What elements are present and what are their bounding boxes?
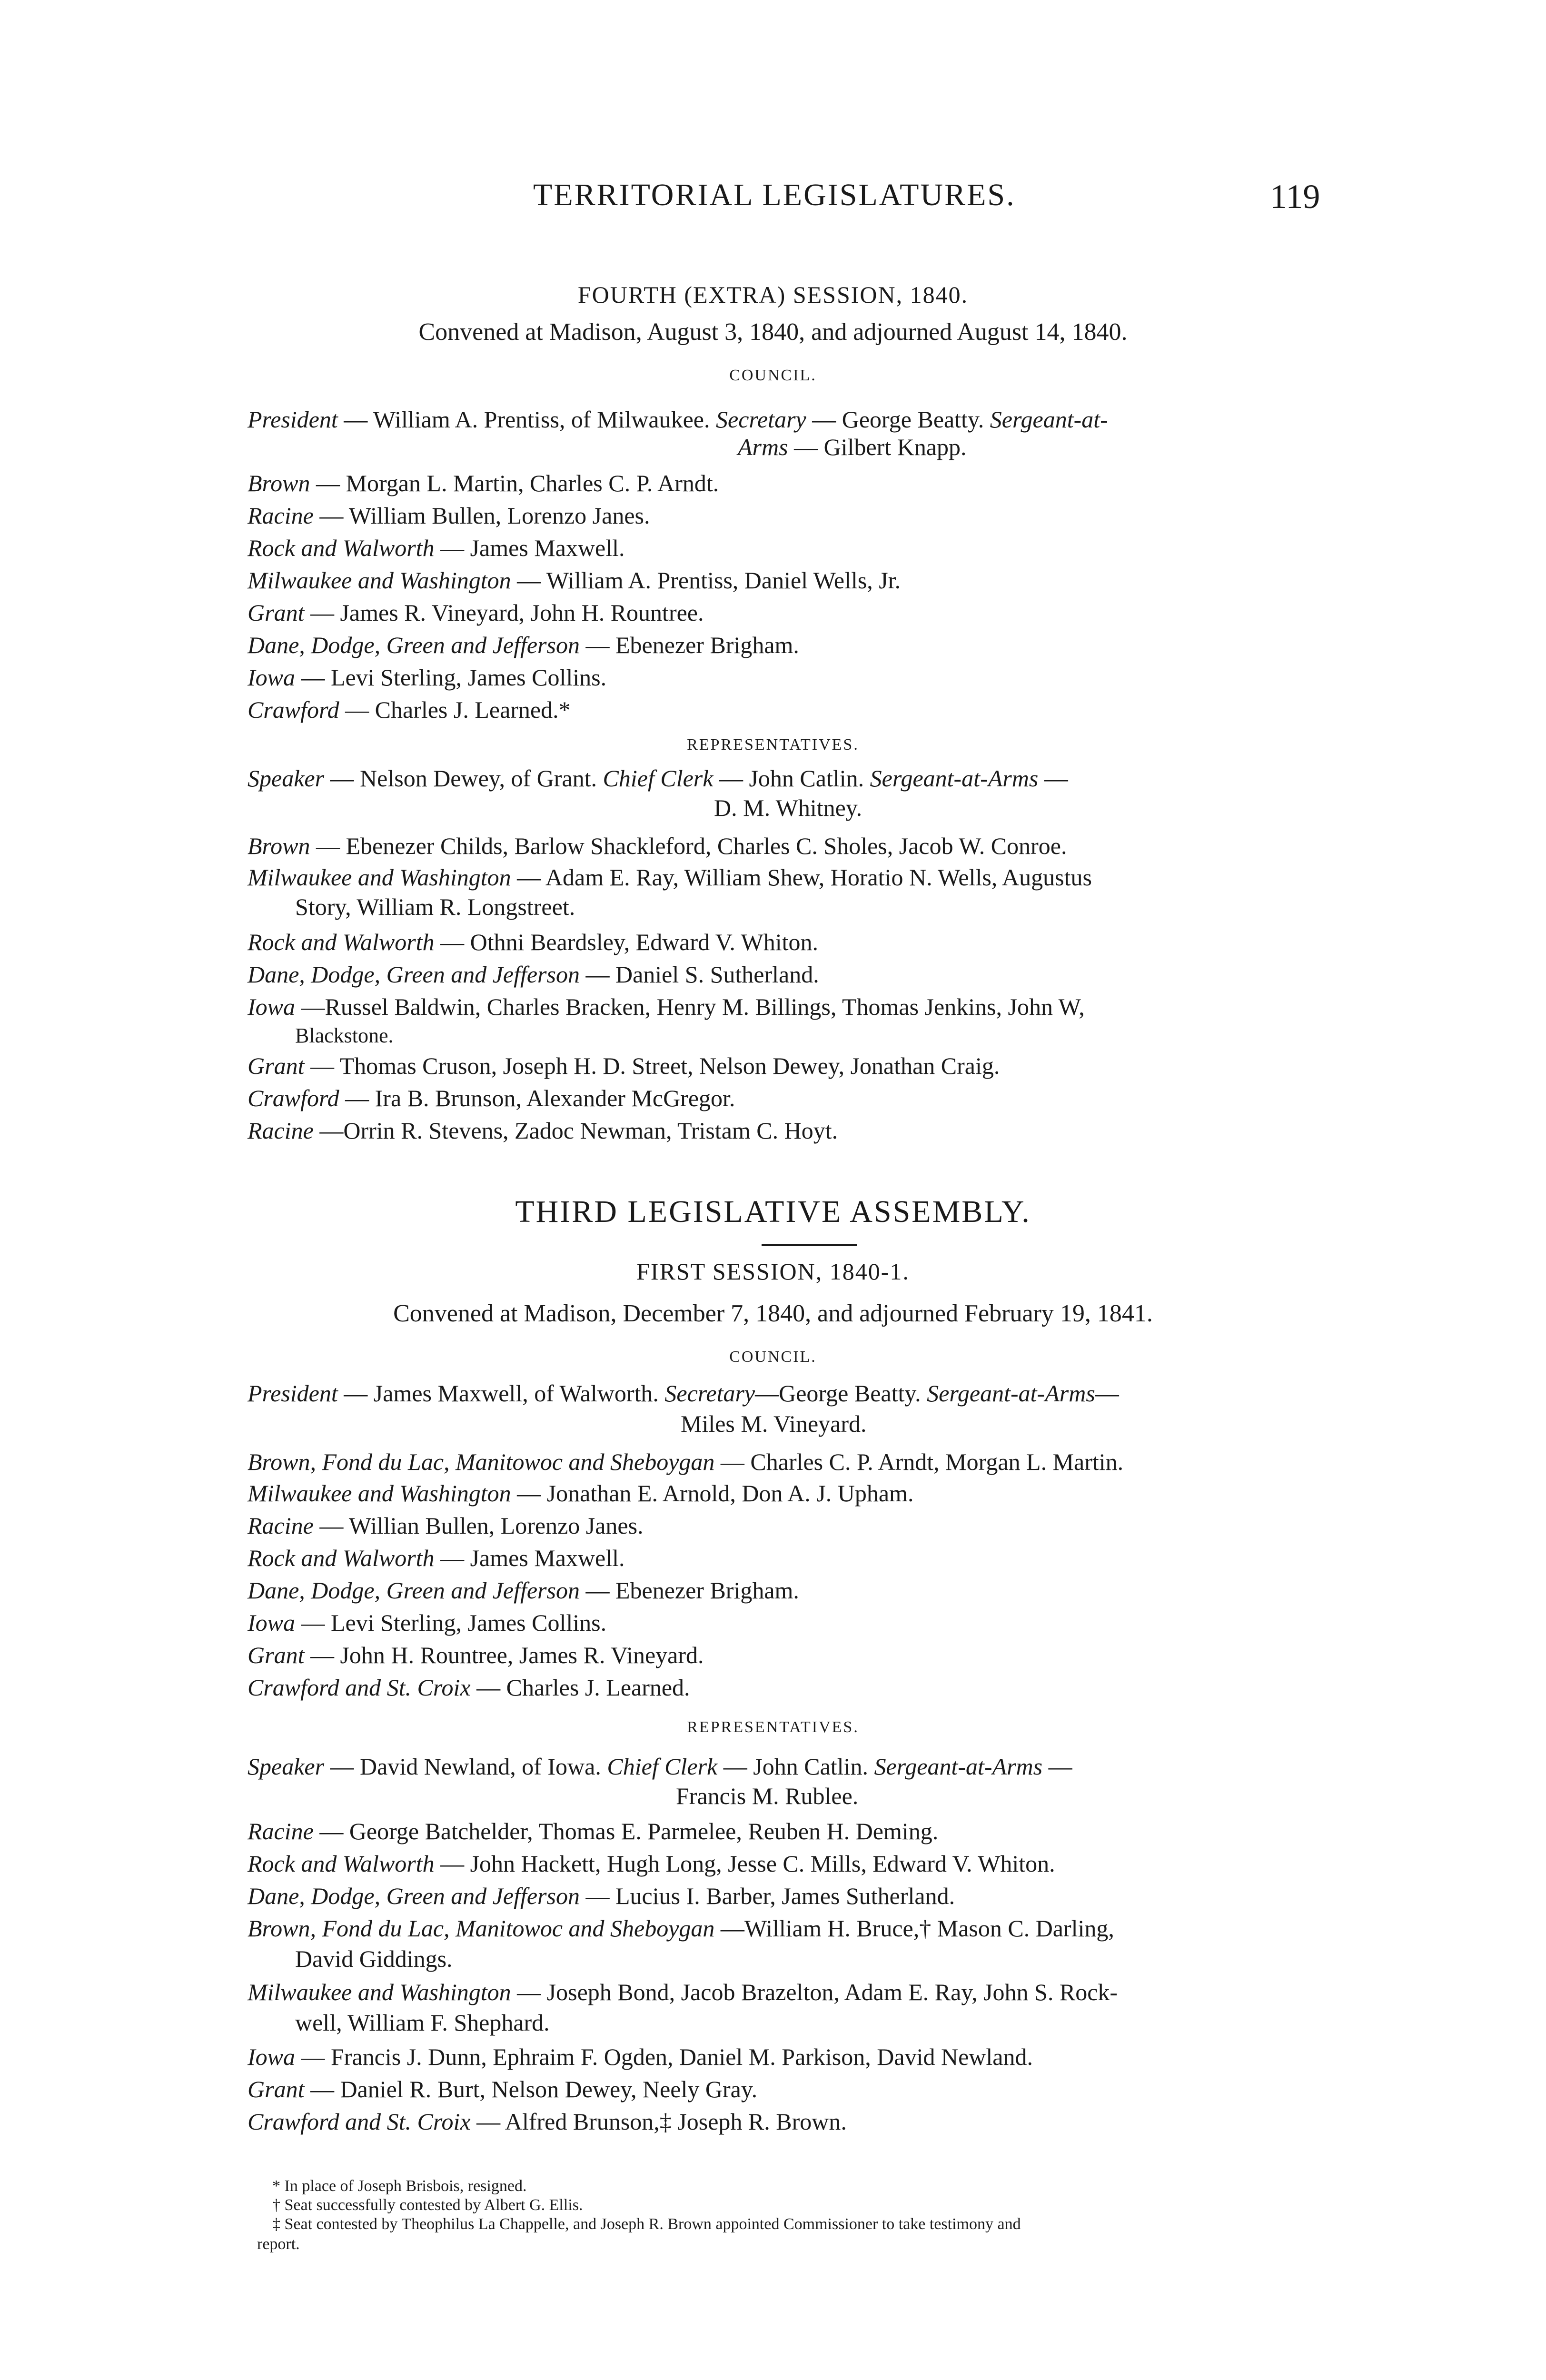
entry-label: Dane, Dodge, Green and Jefferson	[248, 632, 580, 658]
entry-text: — Morgan L. Martin, Charles C. P. Arndt.	[310, 470, 719, 496]
entry-text: — Daniel R. Burt, Nelson Dewey, Neely Gray.	[304, 2076, 758, 2102]
entry-text: — Gilbert Knapp.	[788, 434, 967, 460]
entry-label: Rock and Walworth	[248, 1850, 435, 1877]
entry-text: — Willian Bullen, Lorenzo Janes.	[313, 1512, 644, 1539]
entry-text: — John Catlin.	[717, 1753, 874, 1780]
entry-text: — Nelson Dewey, of Grant.	[324, 765, 603, 792]
entry-label: Rock and Walworth	[248, 535, 435, 561]
council-member-entry	[248, 1638, 704, 1672]
representative-entry	[248, 1049, 1000, 1082]
entry-text: — Ebenezer Brigham.	[579, 1577, 799, 1604]
entry-label: Sergeant-at-Arms	[874, 1753, 1043, 1780]
entry-text: — Alfred Brunson,‡ Joseph R. Brown.	[470, 2108, 847, 2135]
entry-label: Iowa	[248, 2043, 295, 2070]
entry-text: — James R. Vineyard, John H. Rountree.	[304, 599, 704, 626]
entry-label: Milwaukee and Washington	[248, 864, 511, 891]
council-officers-continued: Miles M. Vineyard.	[681, 1410, 867, 1437]
footnote-continued: report.	[257, 2235, 300, 2253]
entry-text: — David Newland, of Iowa.	[324, 1753, 607, 1780]
entry-text: —Orrin R. Stevens, Zadoc Newman, Tristam C. Hoyt.	[313, 1117, 838, 1144]
entry-label: Iowa	[248, 1609, 295, 1636]
council-member-entry	[248, 596, 704, 629]
entry-text: —	[1042, 1753, 1072, 1780]
representative-entry-continued: well, William F. Shephard.	[295, 2009, 550, 2036]
entry-label: Secretary	[664, 1380, 755, 1407]
representatives-heading: REPRESENTATIVES.	[687, 1718, 859, 1736]
assembly-heading: THIRD LEGISLATIVE ASSEMBLY.	[515, 1194, 1031, 1229]
representative-entry	[248, 2105, 847, 2138]
representative-entry	[248, 990, 1085, 1023]
entry-label: Racine	[248, 1512, 314, 1539]
entry-text: — Joseph Bond, Jacob Brazelton, Adam E. Ray, John S. Rock-	[511, 1979, 1118, 2005]
entry-text: — William Bullen, Lorenzo Janes.	[313, 502, 650, 529]
representative-entry	[248, 958, 819, 991]
council-member-entry	[248, 1477, 913, 1510]
entry-text: — John Catlin.	[713, 765, 870, 792]
council-member-entry	[248, 1509, 644, 1542]
entry-label: Dane, Dodge, Green and Jefferson	[248, 1577, 580, 1604]
representative-entry	[248, 861, 1092, 894]
entry-label: President	[248, 406, 338, 433]
representative-entry-continued: Blackstone.	[295, 1024, 394, 1047]
entry-text: —Russel Baldwin, Charles Bracken, Henry M. Billings, Thomas Jenkins, John W,	[295, 993, 1085, 1020]
council-member-entry	[248, 628, 799, 662]
representative-entry	[248, 1847, 1055, 1880]
representative-entry	[248, 1081, 735, 1115]
entry-label: Grant	[248, 2076, 305, 2102]
representative-entry	[248, 2040, 1033, 2073]
entry-text: — James Maxwell, of Walworth.	[337, 1380, 665, 1407]
council-officers	[248, 1377, 1119, 1410]
entry-text: — Charles J. Learned.	[470, 1674, 690, 1701]
representative-entry	[248, 925, 818, 959]
entry-text: — Adam E. Ray, William Shew, Horatio N. Wells, Augustus	[511, 864, 1092, 891]
entry-text: — Levi Sterling, James Collins.	[295, 664, 607, 691]
representatives-heading: REPRESENTATIVES.	[687, 736, 859, 754]
entry-label: Crawford and St. Croix	[248, 2108, 471, 2135]
council-officers	[248, 403, 1108, 436]
heading-rule	[762, 1244, 857, 1246]
entry-text: — Thomas Cruson, Joseph H. D. Street, Nelson Dewey, Jonathan Craig.	[304, 1052, 1000, 1079]
representatives-officers	[248, 1750, 1072, 1783]
footnote: † Seat successfully contested by Albert G. Ellis.	[272, 2196, 583, 2214]
council-officers-continued	[738, 433, 967, 461]
entry-label: Grant	[248, 1642, 305, 1668]
entry-text: — James Maxwell.	[434, 1545, 625, 1571]
representative-entry	[248, 1815, 938, 1848]
entry-text: — Othni Beardsley, Edward V. Whiton.	[434, 929, 818, 955]
council-member-entry	[248, 1606, 606, 1639]
entry-text: — Lucius I. Barber, James Sutherland.	[579, 1883, 955, 1909]
representative-entry-continued: David Giddings.	[295, 1945, 453, 1972]
entry-label: Rock and Walworth	[248, 929, 435, 955]
representative-entry	[248, 1912, 1114, 1945]
entry-text: — Francis J. Dunn, Ephraim F. Ogden, Daniel M. Parkison, David Newland.	[295, 2043, 1033, 2070]
convened-line: Convened at Madison, August 3, 1840, and adjourned August 14, 1840.	[418, 318, 1128, 346]
entry-label: Crawford	[248, 1085, 339, 1111]
council-member-entry	[248, 661, 606, 694]
entry-label: Milwaukee and Washington	[248, 1979, 511, 2005]
convened-line: Convened at Madison, December 7, 1840, and adjourned February 19, 1841.	[393, 1300, 1153, 1327]
entry-text: — George Batchelder, Thomas E. Parmelee, Reuben H. Deming.	[313, 1818, 939, 1844]
council-member-entry	[248, 499, 650, 532]
council-member-entry	[248, 1445, 1123, 1478]
entry-text: —George Beatty.	[755, 1380, 927, 1407]
entry-text: — Jonathan E. Arnold, Don A. J. Upham.	[511, 1480, 914, 1507]
representative-entry	[248, 1114, 838, 1147]
representatives-officers-continued: D. M. Whitney.	[714, 794, 862, 821]
council-member-entry	[248, 1574, 799, 1607]
entry-text: — George Beatty.	[806, 406, 990, 433]
footnote: ‡ Seat contested by Theophilus La Chappelle, and Joseph R. Brown appointed Commissioner to take testimony and	[272, 2215, 1021, 2233]
council-member-entry	[248, 693, 571, 726]
representative-entry	[248, 2073, 757, 2106]
representative-entry	[248, 1879, 955, 1913]
entry-label: Crawford and St. Croix	[248, 1674, 471, 1701]
entry-label: Milwaukee and Washington	[248, 567, 511, 594]
entry-text: — Ira B. Brunson, Alexander McGregor.	[339, 1085, 735, 1111]
entry-label: Speaker	[248, 765, 325, 792]
entry-text: — Ebenezer Childs, Barlow Shackleford, Charles C. Sholes, Jacob W. Conroe.	[310, 833, 1067, 859]
entry-text: — Daniel S. Sutherland.	[579, 961, 819, 988]
entry-label: Brown	[248, 470, 310, 496]
entry-label: Chief Clerk	[607, 1753, 718, 1780]
entry-label: Dane, Dodge, Green and Jefferson	[248, 961, 580, 988]
entry-label: Speaker	[248, 1753, 325, 1780]
entry-label: Rock and Walworth	[248, 1545, 435, 1571]
entry-label: Grant	[248, 1052, 305, 1079]
entry-text: — John Hackett, Hugh Long, Jesse C. Mills, Edward V. Whiton.	[434, 1850, 1055, 1877]
council-member-entry	[248, 531, 625, 565]
entry-label: Racine	[248, 1818, 314, 1844]
session-title: FOURTH (EXTRA) SESSION, 1840.	[577, 281, 969, 308]
entry-label: Chief Clerk	[603, 765, 714, 792]
entry-text: — Charles C. P. Arndt, Morgan L. Martin.	[714, 1448, 1124, 1475]
representatives-officers	[248, 762, 1068, 795]
entry-text: — James Maxwell.	[434, 535, 625, 561]
entry-text: —	[1038, 765, 1068, 792]
representative-entry	[248, 1975, 1118, 2009]
entry-label: Brown, Fond du Lac, Manitowoc and Sheboygan	[248, 1915, 715, 1942]
entry-text: — William A. Prentiss, Daniel Wells, Jr.	[511, 567, 901, 594]
entry-label: Crawford	[248, 696, 339, 723]
entry-label: Secretary	[716, 406, 806, 433]
entry-label: Iowa	[248, 993, 295, 1020]
entry-label: Racine	[248, 502, 314, 529]
entry-label: Iowa	[248, 664, 295, 691]
entry-label: Brown	[248, 833, 310, 859]
entry-text: — William A. Prentiss, of Milwaukee.	[337, 406, 716, 433]
representative-entry-continued: Story, William R. Longstreet.	[295, 893, 575, 920]
entry-label: Brown, Fond du Lac, Manitowoc and Sheboygan	[248, 1448, 715, 1475]
entry-label: President	[248, 1380, 338, 1407]
representatives-officers-continued: Francis M. Rublee.	[676, 1783, 859, 1809]
council-member-entry	[248, 466, 719, 500]
entry-label: Sergeant-at-Arms	[870, 765, 1039, 792]
entry-text: —	[1095, 1380, 1119, 1407]
entry-text: — Levi Sterling, James Collins.	[295, 1609, 607, 1636]
entry-label: Sergeant-at-	[990, 406, 1108, 433]
entry-text: —William H. Bruce,† Mason C. Darling,	[714, 1915, 1114, 1942]
entry-label: Sergeant-at-Arms	[927, 1380, 1095, 1407]
entry-label: Dane, Dodge, Green and Jefferson	[248, 1883, 580, 1909]
council-member-entry	[248, 1541, 625, 1575]
entry-text: — Charles J. Learned.*	[339, 696, 571, 723]
council-member-entry	[248, 1671, 690, 1704]
entry-text: — Ebenezer Brigham.	[579, 632, 799, 658]
entry-label: Grant	[248, 599, 305, 626]
page-number: 119	[1270, 178, 1320, 216]
session-title: FIRST SESSION, 1840-1.	[636, 1258, 910, 1285]
entry-label: Milwaukee and Washington	[248, 1480, 511, 1507]
running-header-title: TERRITORIAL LEGISLATURES.	[533, 178, 1016, 212]
council-member-entry	[248, 564, 901, 597]
council-heading: COUNCIL.	[729, 367, 817, 384]
entry-text: — John H. Rountree, James R. Vineyard.	[304, 1642, 704, 1668]
representative-entry	[248, 829, 1067, 863]
footnote: * In place of Joseph Brisbois, resigned.	[272, 2177, 527, 2195]
entry-label: Arms	[738, 434, 788, 460]
entry-label: Racine	[248, 1117, 314, 1144]
council-heading: COUNCIL.	[729, 1348, 817, 1366]
